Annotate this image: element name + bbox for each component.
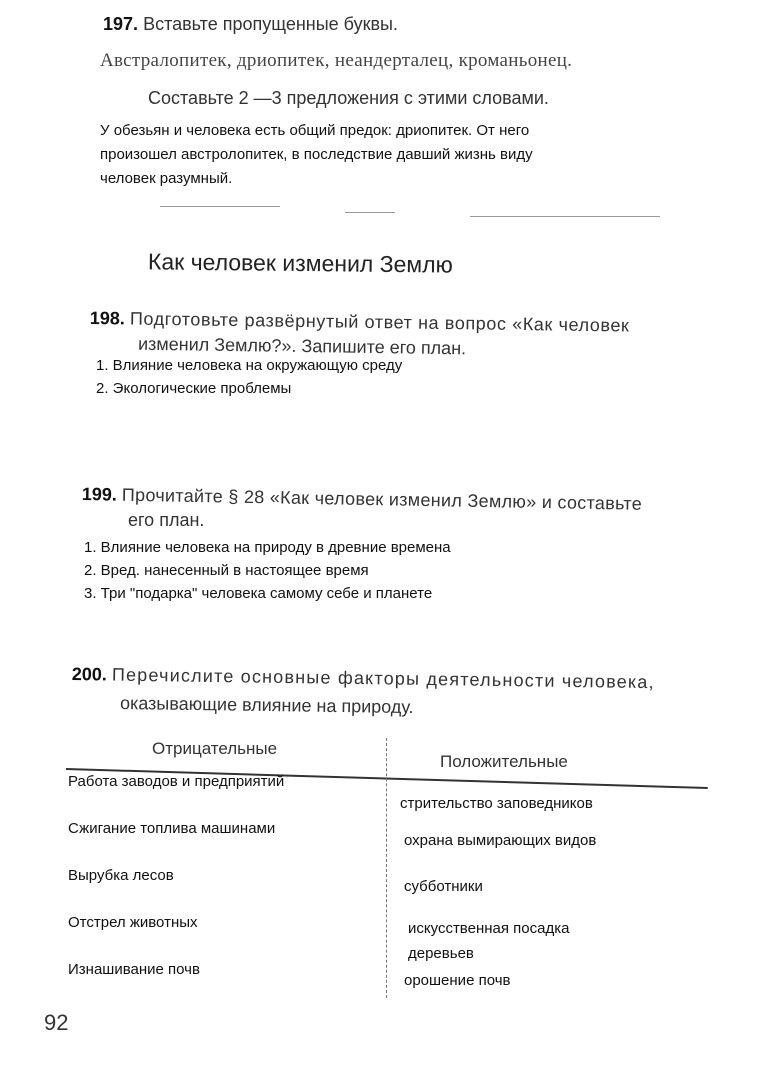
task-198-answer-1: 1. Влияние человека на окружающую среду	[96, 357, 403, 374]
negative-factor: Изнашивание почв	[68, 961, 200, 978]
task-number: 198.	[89, 308, 126, 329]
negative-factor: Вырубка лесов	[68, 867, 174, 884]
task-199-answer-2: 2. Вред. нанесенный в настоящее время	[84, 562, 369, 579]
task-number: 200.	[71, 664, 108, 685]
divider	[470, 216, 660, 217]
task-200-prompt-2: оказывающие влияние на природу.	[119, 692, 414, 718]
positive-factor: деревьев	[408, 945, 474, 962]
task-198-answer-2: 2. Экологические проблемы	[96, 380, 292, 397]
task-197-words: Австралопитек, дриопитек, неандерталец, кроманьонец.	[100, 50, 573, 71]
positive-factor: орошение почв	[404, 972, 511, 989]
divider	[345, 212, 395, 213]
table-header-positive: Положительные	[440, 752, 568, 771]
task-text: Подготовьте развёрнутый ответ на вопрос «Как человек	[129, 308, 630, 336]
task-198-prompt	[90, 308, 630, 337]
task-number: 199.	[81, 484, 118, 505]
section-title: Как человек изменил Землю	[147, 248, 453, 278]
table-column-divider	[386, 738, 388, 998]
negative-factor: Работа заводов и предприятий	[68, 773, 285, 790]
task-200-prompt	[72, 664, 655, 693]
task-197-prompt	[103, 14, 398, 35]
positive-factor: стрительство заповедников	[400, 795, 593, 812]
task-text: Вставьте пропущенные буквы.	[143, 14, 398, 34]
task-197-answer-2: произошел австролопитек, в последствие давший жизнь виду	[100, 146, 533, 163]
task-198-prompt-2: изменил Землю?». Запишите его план.	[137, 333, 467, 359]
negative-factor: Отстрел животных	[68, 914, 198, 931]
positive-factor: охрана вымирающих видов	[404, 832, 597, 849]
table-header-negative: Отрицательные	[152, 739, 278, 758]
positive-factor: субботники	[404, 878, 483, 895]
negative-factor: Сжигание топлива машинами	[68, 820, 276, 837]
task-number: 197.	[103, 14, 139, 34]
task-197-answer-3: человек разумный.	[100, 170, 233, 187]
positive-factor: искусственная посадка	[408, 920, 570, 937]
task-197-answer-1: У обезьян и человека есть общий предок: дриопитек. От него	[100, 122, 530, 139]
divider	[160, 206, 280, 207]
task-199-answer-3: 3. Три "подарка" человека самому себе и планете	[84, 585, 433, 602]
task-199-answer-1: 1. Влияние человека на природу в древние времена	[84, 539, 451, 556]
task-197-subprompt: Составьте 2 —3 предложения с этими словами.	[148, 88, 549, 108]
task-text: Прочитайте § 28 «Как человек изменил Землю» и составьте	[121, 484, 643, 514]
task-199-prompt-2: его план.	[128, 510, 205, 530]
page-number: 92	[44, 1010, 69, 1035]
task-text: Перечислите основные факторы деятельности человека,	[111, 664, 655, 693]
